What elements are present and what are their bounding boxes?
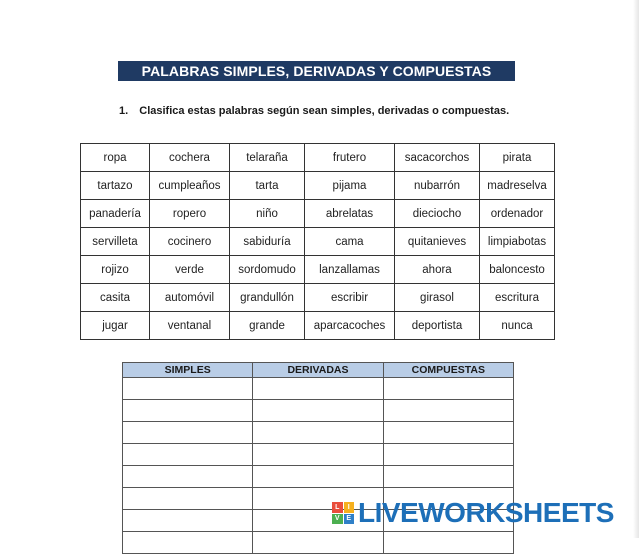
answer-input-derivadas[interactable] xyxy=(253,466,382,487)
answer-row xyxy=(123,422,514,444)
answer-cell-simples xyxy=(123,378,253,400)
word-cell: cocinero xyxy=(150,228,230,256)
answer-cell-simples xyxy=(123,488,253,510)
answer-row xyxy=(123,400,514,422)
answer-cell-compuestas xyxy=(383,378,513,400)
word-table xyxy=(80,143,555,340)
word-cell: cumpleaños xyxy=(150,172,230,200)
answer-cell-derivadas xyxy=(253,422,383,444)
answer-input-compuestas[interactable] xyxy=(384,532,513,553)
header-derivadas: DERIVADAS xyxy=(253,363,383,378)
answer-input-compuestas[interactable] xyxy=(384,444,513,465)
word-cell: rojizo xyxy=(81,256,150,284)
word-cell: sordomudo xyxy=(230,256,305,284)
word-cell: verde xyxy=(150,256,230,284)
word-cell: escribir xyxy=(305,284,395,312)
word-cell: pirata xyxy=(480,144,555,172)
logo-letter: L xyxy=(332,502,343,513)
answer-cell-derivadas xyxy=(253,444,383,466)
answer-input-derivadas[interactable] xyxy=(253,422,382,443)
answer-row xyxy=(123,532,514,554)
answer-input-compuestas[interactable] xyxy=(384,378,513,399)
answer-input-compuestas[interactable] xyxy=(384,400,513,421)
word-cell: ropa xyxy=(81,144,150,172)
answer-cell-compuestas xyxy=(383,466,513,488)
worksheet-title: PALABRAS SIMPLES, DERIVADAS Y COMPUESTAS xyxy=(118,61,515,81)
answer-input-simples[interactable] xyxy=(123,510,252,531)
word-cell: pijama xyxy=(305,172,395,200)
word-cell: telaraña xyxy=(230,144,305,172)
answer-cell-compuestas xyxy=(383,422,513,444)
word-row xyxy=(81,200,555,228)
word-cell: automóvil xyxy=(150,284,230,312)
word-cell: niño xyxy=(230,200,305,228)
answer-cell-compuestas xyxy=(383,444,513,466)
instruction xyxy=(119,105,509,117)
answer-cell-simples xyxy=(123,510,253,532)
word-cell: grandullón xyxy=(230,284,305,312)
answer-cell-simples xyxy=(123,466,253,488)
answer-row xyxy=(123,466,514,488)
header-simples: SIMPLES xyxy=(123,363,253,378)
instruction-text: Clasifica estas palabras según sean simples, derivadas o compuestas. xyxy=(139,105,510,117)
answer-input-simples[interactable] xyxy=(123,400,252,421)
liveworksheets-logo[interactable] xyxy=(332,499,614,527)
answer-input-derivadas[interactable] xyxy=(253,444,382,465)
word-cell: casita xyxy=(81,284,150,312)
answer-input-derivadas[interactable] xyxy=(253,532,382,553)
word-row xyxy=(81,312,555,340)
word-cell: cochera xyxy=(150,144,230,172)
answer-input-simples[interactable] xyxy=(123,378,252,399)
page-edge xyxy=(633,0,639,538)
word-cell: nunca xyxy=(480,312,555,340)
logo-letter: E xyxy=(344,514,355,525)
word-cell: lanzallamas xyxy=(305,256,395,284)
logo-letter: I xyxy=(344,502,355,513)
word-cell: tarta xyxy=(230,172,305,200)
word-cell: deportista xyxy=(395,312,480,340)
word-cell: ordenador xyxy=(480,200,555,228)
word-cell: aparcacoches xyxy=(305,312,395,340)
answer-row xyxy=(123,444,514,466)
word-cell: ropero xyxy=(150,200,230,228)
logo-text: LIVEWORKSHEETS xyxy=(358,497,614,528)
word-row xyxy=(81,284,555,312)
word-cell: quitanieves xyxy=(395,228,480,256)
answer-input-derivadas[interactable] xyxy=(253,400,382,421)
answer-input-compuestas[interactable] xyxy=(384,422,513,443)
word-cell: jugar xyxy=(81,312,150,340)
answer-cell-derivadas xyxy=(253,466,383,488)
word-cell: abrelatas xyxy=(305,200,395,228)
answer-input-simples[interactable] xyxy=(123,422,252,443)
answer-cell-simples xyxy=(123,400,253,422)
word-cell: sacacorchos xyxy=(395,144,480,172)
answer-input-compuestas[interactable] xyxy=(384,466,513,487)
word-row xyxy=(81,172,555,200)
word-row xyxy=(81,256,555,284)
answer-cell-simples xyxy=(123,444,253,466)
word-cell: ahora xyxy=(395,256,480,284)
word-cell: baloncesto xyxy=(480,256,555,284)
answer-input-simples[interactable] xyxy=(123,444,252,465)
word-row xyxy=(81,144,555,172)
word-cell: grande xyxy=(230,312,305,340)
word-cell: frutero xyxy=(305,144,395,172)
answer-input-simples[interactable] xyxy=(123,532,252,553)
logo-letter: V xyxy=(332,514,343,525)
word-cell: tartazo xyxy=(81,172,150,200)
word-cell: limpiabotas xyxy=(480,228,555,256)
answer-cell-simples xyxy=(123,422,253,444)
word-cell: girasol xyxy=(395,284,480,312)
word-cell: servilleta xyxy=(81,228,150,256)
answer-input-simples[interactable] xyxy=(123,466,252,487)
answer-cell-compuestas xyxy=(383,400,513,422)
instruction-number: 1. xyxy=(119,105,129,117)
answer-cell-simples xyxy=(123,532,253,554)
word-cell: dieciocho xyxy=(395,200,480,228)
word-cell: escritura xyxy=(480,284,555,312)
classification-header-row xyxy=(123,363,514,378)
answer-cell-compuestas xyxy=(383,532,513,554)
answer-input-derivadas[interactable] xyxy=(253,378,382,399)
word-cell: cama xyxy=(305,228,395,256)
answer-cell-derivadas xyxy=(253,400,383,422)
header-compuestas: COMPUESTAS xyxy=(383,363,513,378)
word-cell: ventanal xyxy=(150,312,230,340)
word-cell: madreselva xyxy=(480,172,555,200)
answer-row xyxy=(123,378,514,400)
liveworksheets-logo-icon xyxy=(332,502,354,524)
answer-cell-derivadas xyxy=(253,378,383,400)
word-cell: sabiduría xyxy=(230,228,305,256)
answer-input-simples[interactable] xyxy=(123,488,252,509)
word-cell: nubarrón xyxy=(395,172,480,200)
word-cell: panadería xyxy=(81,200,150,228)
word-row xyxy=(81,228,555,256)
answer-cell-derivadas xyxy=(253,532,383,554)
